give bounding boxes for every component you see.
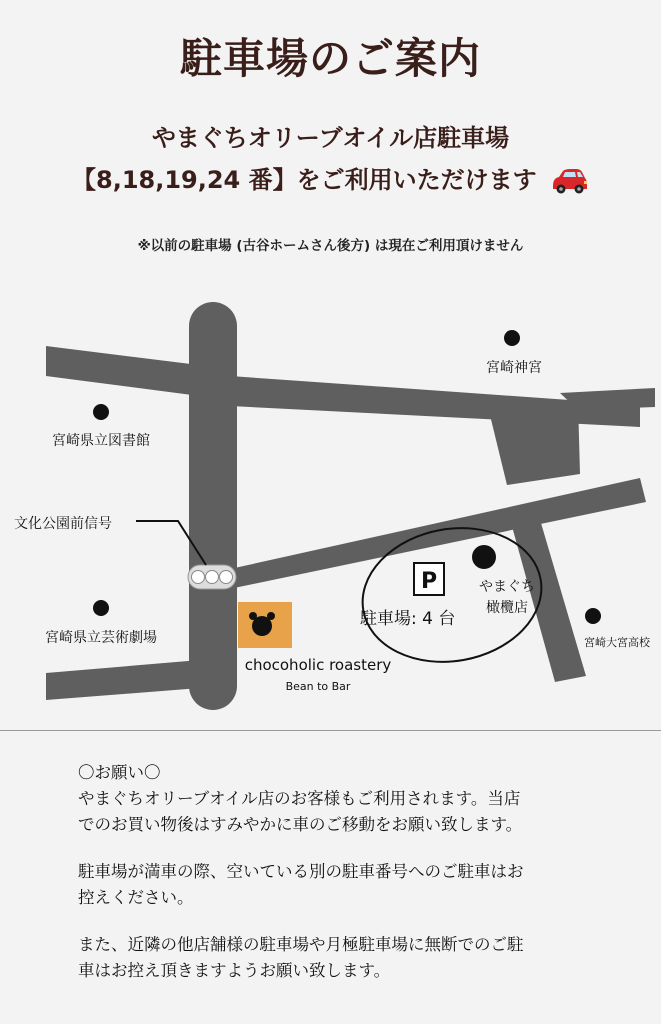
theater-marker-icon [93, 600, 109, 616]
olive-shop-marker-icon [472, 545, 496, 569]
notice-para2-line1: 駐車場が満車の際、空いている別の駐車番号へのご駐車はお [78, 862, 524, 881]
notice-para3-line2: 車はお控え頂きますようお願い致します。 [78, 961, 391, 980]
section-divider [0, 730, 661, 731]
road-left-bottom [46, 660, 200, 700]
shrine-label: 宮崎神宮 [486, 360, 542, 376]
notice-section [78, 760, 608, 1005]
notice-heading: 〇お願い〇 [78, 763, 161, 782]
parking-sign-letter: P [420, 569, 438, 594]
subtitle-line-2 [0, 160, 661, 196]
traffic-signal-icon [188, 565, 236, 589]
library-label: 宮崎県立図書館 [52, 433, 150, 449]
notice-para3-line1: また、近隣の他店舗様の駐車場や月極駐車場に無断でのご駐 [78, 935, 524, 954]
notice-line-1: やまぐちオリーブオイル店のお客様もご利用されます。当店 [78, 789, 521, 808]
road-block-right [488, 402, 580, 485]
olive-shop-label-2: 橄欖店 [486, 600, 528, 616]
page-title: 駐車場のご案内 [179, 34, 481, 83]
road-main-vertical [189, 302, 237, 710]
signal-label: 文化公園前信号 [14, 516, 112, 532]
red-car-icon [549, 166, 589, 196]
theater-label: 宮崎県立芸術劇場 [45, 630, 157, 646]
highschool-label: 宮崎大宮高校 [584, 636, 650, 649]
notice-para2-line2: 控えください。 [78, 888, 194, 907]
parking-count-label: 駐車場: 4 台 [360, 609, 456, 629]
shop-name-label: chocoholic roastery [244, 656, 392, 674]
highschool-marker-icon [585, 608, 601, 624]
subtitle-line-1: やまぐちオリーブオイル店駐車場 [151, 124, 510, 152]
subtitle-line-2-text: 【8,18,19,24 番】をご利用いただけます [72, 166, 537, 194]
previous-parking-note: ※以前の駐車場 (古谷ホームさん後方) は現在ご利用頂けません [137, 238, 524, 254]
shop-tagline-label: Bean to Bar [285, 680, 351, 693]
library-marker-icon [93, 404, 109, 420]
notice-line-2: でのお買い物後はすみやかに車のご移動をお願い致します。 [78, 815, 523, 834]
shrine-marker-icon [504, 330, 520, 346]
access-map [0, 280, 661, 730]
olive-shop-label-1: やまぐち [479, 579, 535, 595]
